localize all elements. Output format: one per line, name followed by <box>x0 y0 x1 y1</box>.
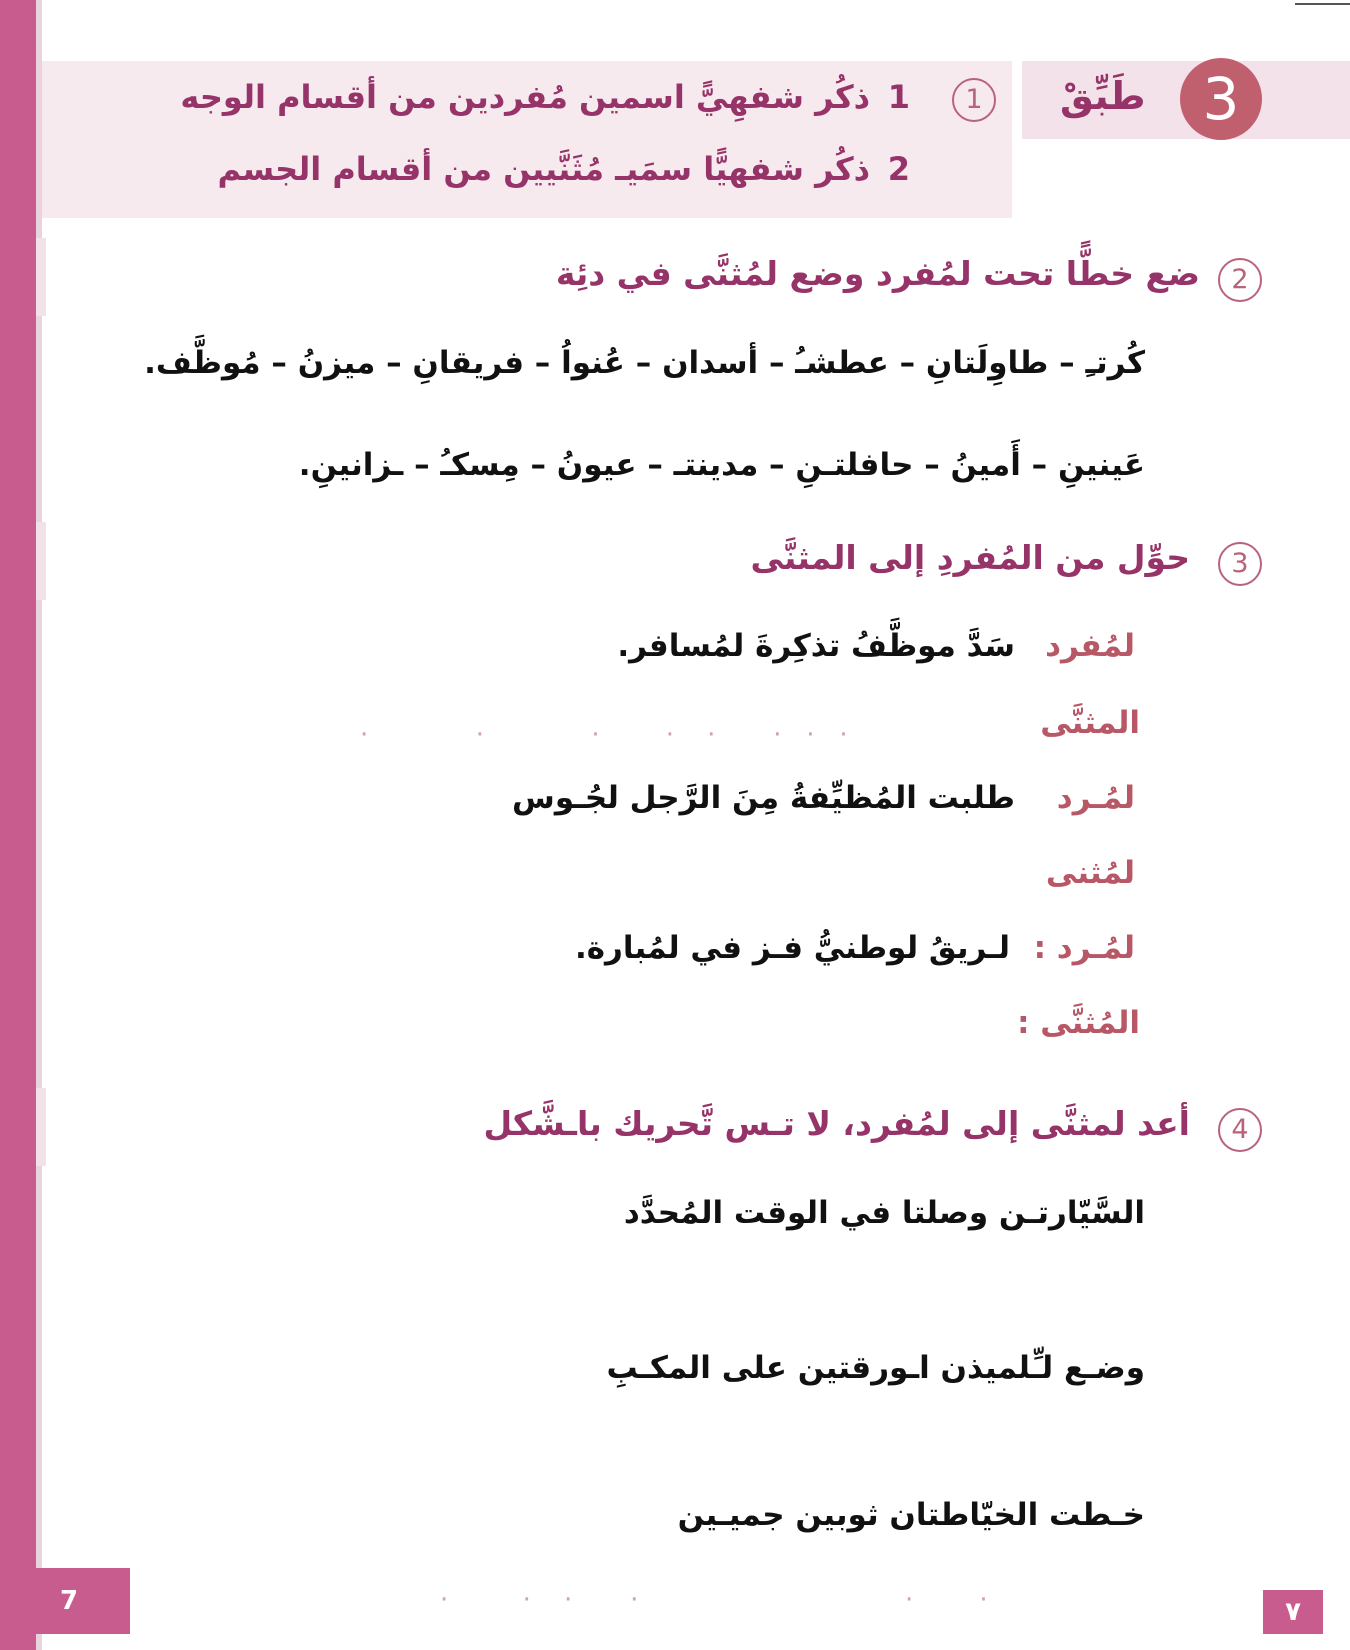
section2-word-line-2: عَينينِ – أَمينُ – حافلتـنِ – مدينتـ – عيونُ – مِسكـُ – ـزانينِ. <box>298 447 1145 483</box>
page-number-right: ٧ <box>1263 1590 1323 1634</box>
unit-title: طَبِّقْ <box>1060 74 1146 118</box>
section-tick <box>36 238 46 316</box>
section4-sentence-1: السَّيّارتـن وصلتا في الوقت المُحدَّد <box>623 1195 1145 1231</box>
corner-line <box>1295 3 1350 5</box>
section1-item-1-text: ذكُر شفهِيًّ اسمين مُفردين من أقسام الوجه <box>180 78 870 116</box>
section-tick <box>36 1088 46 1166</box>
dual-label-3: المُثنَّى : <box>1017 1005 1140 1041</box>
singular-sentence-1: سَدَّ موظَّفُ تذكِرةَ لمُسافر. <box>617 628 1015 664</box>
exercise-2-marker: 2 <box>1218 258 1262 302</box>
section2-title: ضع خطًّا تحت لمُفرد وضع لمُثنَّى في دئِة <box>555 254 1200 293</box>
footer-dots: · · <box>905 1585 988 1615</box>
singular-sentence-3: لـريقُ لوطنيُّ فـز في لمُبارة. <box>574 930 1010 966</box>
dual-label-2: لمُثنى <box>1045 855 1135 891</box>
singular-label-1: لمُفرد <box>1045 628 1135 664</box>
section4-sentence-2: وضـع لـِّلميذن اـورقتين على المكـبِ <box>606 1350 1145 1386</box>
section-tick <box>36 522 46 600</box>
section4-sentence-3: خـطت الخيّاطتان ثوبين جميـين <box>677 1497 1145 1533</box>
exercise-3-marker: 3 <box>1218 542 1262 586</box>
answer-dots: · · · · · · · · <box>360 720 848 750</box>
unit-number-badge: 3 <box>1180 58 1262 140</box>
singular-sentence-2: طلبت المُظيِّفةُ مِنَ الرَّجل لجُـوس <box>512 780 1015 816</box>
page-number-left: 7 <box>36 1568 130 1634</box>
section2-word-line-1: كُرتـِ – طاوِلَتانِ – عطشـُ – أسدان – عُنواُ – فريقانِ – ميزنُ – مُوظَّف. <box>144 345 1145 381</box>
dual-label-1: المثنَّى <box>1040 705 1140 741</box>
exercise-1-marker: 1 <box>952 78 996 122</box>
section3-title: حوِّل من المُفردِ إلى المثنَّى <box>750 538 1190 577</box>
exercise-4-marker: 4 <box>1218 1108 1262 1152</box>
singular-label-3: لمُـرد : <box>1033 930 1135 966</box>
section4-title: أعد لمثنَّى إلى لمُفرد، لا تـس تَّحريك باـشَّكل <box>483 1104 1190 1143</box>
section1-item-2-number: 2 <box>887 150 910 188</box>
section1-item-2-text: ذكُر شفهيًّا سمَيـ مُثَنَّيين من أقسام الجسم <box>217 150 870 188</box>
left-color-bar <box>0 0 36 1650</box>
singular-label-2: لمُـرد <box>1056 780 1135 816</box>
section1-item-1-number: 1 <box>887 78 910 116</box>
footer-dots: · · · · <box>440 1585 639 1615</box>
